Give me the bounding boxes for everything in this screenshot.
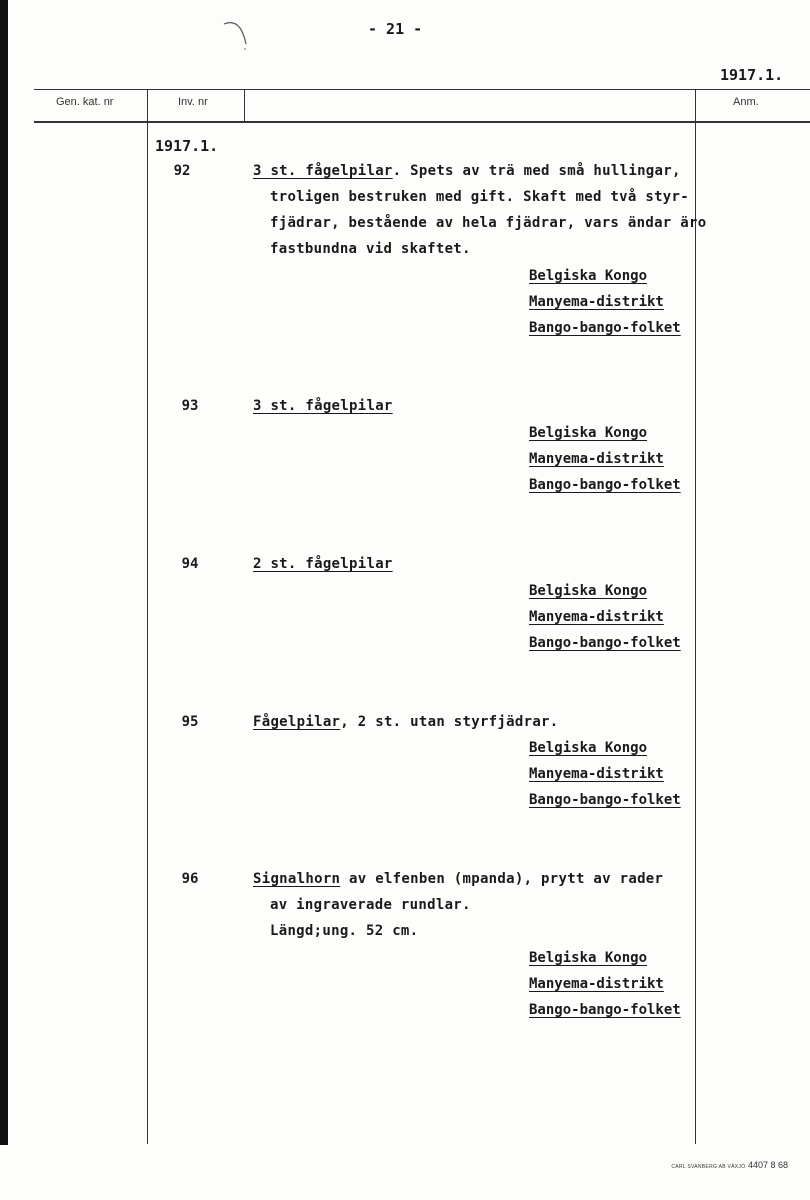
location-district: Manyema-distrikt [529,609,664,625]
printer-name: CARL SVANBERG AB VÄXJÖ [671,1164,746,1170]
page-number: - 21 - [368,20,423,38]
entry-text: , 2 st. utan styrfjädrar. [340,714,559,730]
location-people: Bango-bango-folket [529,635,681,651]
entry-title: 3 st. fågelpilar [253,163,393,179]
column-divider-3 [695,89,696,1144]
entry-title: Fågelpilar [253,714,341,730]
binding-edge [0,0,8,1145]
location-district: Manyema-distrikt [529,766,664,782]
table-top-rule [34,89,810,90]
inv-number: 94 [181,556,199,572]
printer-imprint [671,1160,788,1170]
column-header-inv-nr: Inv. nr [178,96,208,108]
location-people: Bango-bango-folket [529,477,681,493]
entry-line [253,714,559,730]
column-divider-2 [244,89,245,123]
location-district: Manyema-distrikt [529,976,664,992]
location-district: Manyema-distrikt [529,451,664,467]
pencil-mark [222,18,252,52]
entry-text: av elfenben (mpanda), prytt av rader [340,871,664,887]
entry-text: fjädrar, bestående av hela fjädrar, vars ändar äro [270,215,707,231]
location-people: Bango-bango-folket [529,320,681,336]
column-header-anm: Anm. [733,96,759,108]
location-country: Belgiska Kongo [529,740,648,756]
entry-text: av ingraverade rundlar. [270,897,471,913]
entry-text: Längd;ung. 52 cm. [270,923,419,939]
entry-text: . Spets av trä med små hullingar, [392,163,681,179]
entry-line [253,163,681,179]
entry-title: 3 st. fågelpilar [253,398,393,414]
location-country: Belgiska Kongo [529,950,648,966]
entry-text: fastbundna vid skaftet. [270,241,471,257]
location-people: Bango-bango-folket [529,1002,681,1018]
inv-number: 96 [181,871,199,887]
location-people: Bango-bango-folket [529,792,681,808]
entry-series: 1917.1. [155,137,219,155]
entry-text: troligen bestruken med gift. Skaft med två styr- [270,189,689,205]
header-bottom-rule [34,121,810,123]
printer-code: 4407 8 68 [747,1160,788,1170]
header-series: 1917.1. [720,66,784,84]
inv-number: 93 [181,398,199,414]
column-divider-1 [147,89,148,1144]
location-district: Manyema-distrikt [529,294,664,310]
inv-number: 92 [173,163,191,179]
entry-line [253,871,663,887]
location-country: Belgiska Kongo [529,583,648,599]
entry-title: Signalhorn [253,871,341,887]
location-country: Belgiska Kongo [529,268,648,284]
entry-title: 2 st. fågelpilar [253,556,393,572]
column-header-gen-kat-nr: Gen. kat. nr [56,96,114,108]
location-country: Belgiska Kongo [529,425,648,441]
inv-number: 95 [181,714,199,730]
